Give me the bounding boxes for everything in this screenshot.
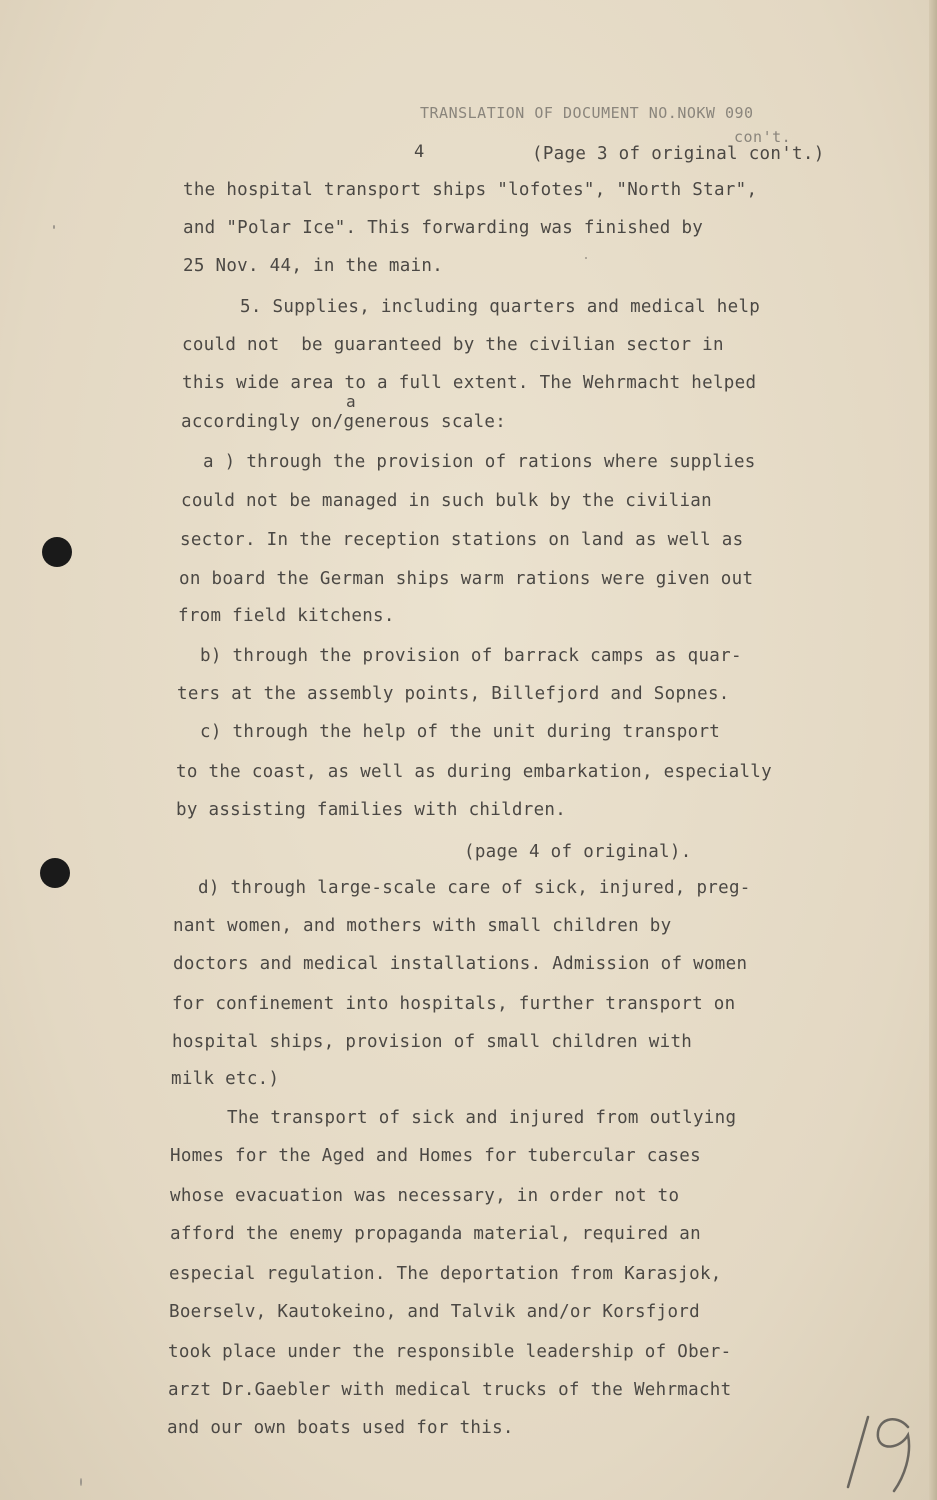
text-line: the hospital transport ships "lofotes", "North Star",	[183, 180, 758, 200]
text-line: Boerselv, Kautokeino, and Talvik and/or Korsfjord	[169, 1302, 700, 1322]
text-line: for confinement into hospitals, further transport on	[172, 994, 736, 1014]
punch-hole	[42, 537, 72, 567]
text-line: a ) through the provision of rations where supplies	[203, 452, 756, 472]
text-line: by assisting families with children.	[176, 800, 567, 820]
paper-speck	[585, 257, 587, 259]
text-line: whose evacuation was necessary, in order not to	[170, 1186, 680, 1206]
text-line: accordingly on/generous scale:	[181, 412, 507, 432]
text-line: 25 Nov. 44, in the main.	[183, 256, 444, 276]
text-line: nant women, and mothers with small children by	[173, 916, 672, 936]
text-line: and our own boats used for this.	[167, 1418, 514, 1438]
text-line: doctors and medical installations. Admission of women	[173, 954, 748, 974]
text-line: hospital ships, provision of small children with	[172, 1032, 693, 1052]
text-line: to the coast, as well as during embarkation, especially	[176, 762, 772, 782]
text-line: could not be managed in such bulk by the civilian	[181, 491, 712, 511]
original-page-reference: (Page 3 of original con't.)	[532, 144, 825, 164]
text-line: arzt Dr.Gaebler with medical trucks of the Wehrmacht	[168, 1380, 732, 1400]
paper-speck	[80, 1478, 82, 1486]
text-line: on board the German ships warm rations were given out	[179, 569, 754, 589]
text-line: from field kitchens.	[178, 606, 395, 626]
text-line: Homes for the Aged and Homes for tubercular cases	[170, 1146, 701, 1166]
text-line: especial regulation. The deportation from Karasjok,	[169, 1264, 722, 1284]
text-line: took place under the responsible leadership of Ober-	[168, 1342, 732, 1362]
page-edge	[929, 0, 937, 1500]
page-number: 4	[414, 142, 425, 162]
text-line: The transport of sick and injured from outlying	[227, 1108, 737, 1128]
document-title: TRANSLATION OF DOCUMENT NO.NOKW 090	[420, 104, 754, 122]
original-page-marker: (page 4 of original).	[464, 842, 692, 862]
paper-speck	[53, 225, 55, 229]
punch-hole	[40, 858, 70, 888]
text-line: and "Polar Ice". This forwarding was finished by	[183, 218, 704, 238]
text-line: afford the enemy propaganda material, required an	[170, 1224, 701, 1244]
text-line: this wide area to a full extent. The Wehrmacht helped	[182, 373, 757, 393]
text-line: ters at the assembly points, Billefjord and Sopnes.	[177, 684, 730, 704]
text-line: 5. Supplies, including quarters and medical help	[240, 297, 761, 317]
continued-note: con't.	[734, 128, 792, 146]
text-line: b) through the provision of barrack camps as quar-	[200, 646, 742, 666]
text-line: sector. In the reception stations on land as well as	[180, 530, 744, 550]
text-line: d) through large-scale care of sick, injured, preg-	[198, 878, 751, 898]
text-line: could not be guaranteed by the civilian sector in	[182, 335, 724, 355]
insertion-mark: a	[346, 392, 356, 411]
text-line: c) through the help of the unit during transport	[200, 722, 721, 742]
text-line: milk etc.)	[171, 1069, 280, 1089]
handwritten-folio-number	[838, 1405, 928, 1495]
